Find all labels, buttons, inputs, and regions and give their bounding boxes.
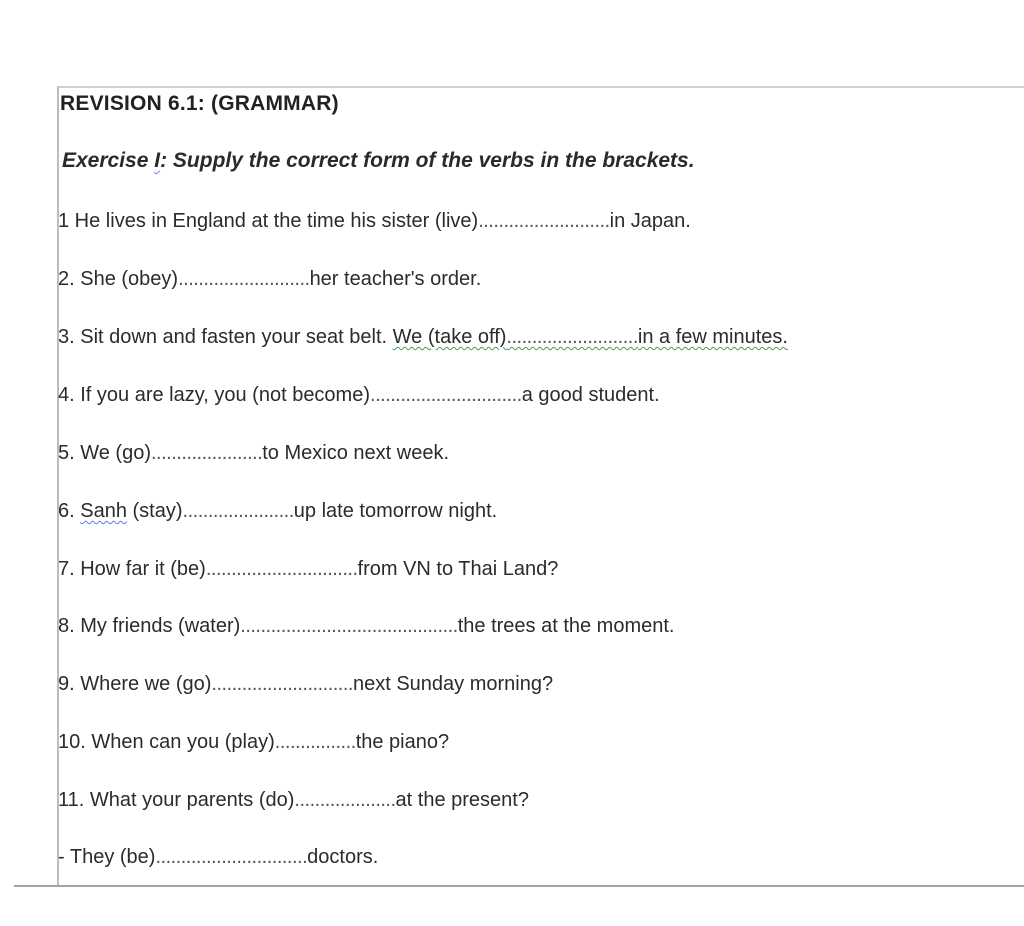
question-text: 4. If you are lazy, you (not become)	[58, 384, 371, 406]
answer-blank: ..............................	[205, 558, 358, 580]
exercise-label: Exercise	[62, 149, 155, 172]
question-7	[58, 558, 558, 581]
question-ending: from VN to Thai Land?	[357, 558, 559, 580]
question-ending: at the present?	[395, 789, 529, 811]
question-2	[58, 268, 481, 291]
question-ending: next Sunday morning?	[352, 673, 554, 695]
question-4	[58, 384, 660, 407]
answer-blank: ..........................	[478, 210, 610, 232]
question-3	[58, 326, 788, 349]
question-text: 9. Where we (go)	[58, 673, 212, 695]
question-5	[58, 442, 449, 465]
question-text: 1 He lives in England at the time his sister (live)	[58, 210, 479, 232]
question-10	[58, 731, 449, 754]
question-text: 7. How far it (be)	[58, 558, 206, 580]
question-text: 11. What your parents (do)	[58, 789, 295, 811]
exercise-colon: :	[160, 149, 168, 172]
answer-blank: ....................	[294, 789, 396, 811]
worksheet-title: REVISION 6.1: (GRAMMAR)	[60, 92, 339, 115]
answer-blank: ..............................	[155, 846, 308, 868]
question-ending: up late tomorrow night.	[293, 500, 498, 522]
question-text-marked: We (take off)	[392, 326, 507, 348]
question-text: 3. Sit down and fasten your seat belt.	[58, 326, 393, 348]
exercise-instruction	[62, 149, 695, 173]
answer-blank: ...........................................	[240, 615, 458, 637]
answer-line-response	[58, 846, 378, 869]
question-text: (stay)	[126, 500, 183, 522]
answer-blank: ..............................	[370, 384, 522, 406]
left-border-line	[57, 86, 59, 886]
question-ending: doctors.	[307, 846, 379, 868]
question-ending: in Japan.	[609, 210, 691, 232]
question-name-marked: Sanh	[80, 500, 127, 522]
answer-blank: ............................	[211, 673, 353, 695]
question-ending: to Mexico next week.	[262, 442, 449, 464]
bottom-border-line	[14, 885, 1024, 887]
question-6	[58, 500, 497, 523]
question-8	[58, 615, 674, 638]
top-border-line	[57, 86, 1024, 88]
question-text: 5. We (go)	[58, 442, 151, 464]
question-ending: the piano?	[355, 731, 450, 753]
question-1	[58, 210, 691, 233]
question-ending: the trees at the moment.	[457, 615, 675, 637]
exercise-roman-numeral: I	[154, 149, 161, 172]
question-text: 10. When can you (play)	[58, 731, 275, 753]
question-text: 2. She (obey)	[58, 268, 179, 290]
question-text: - They (be)	[58, 846, 156, 868]
question-9	[58, 673, 553, 696]
answer-blank: ..........................	[178, 268, 310, 290]
question-text: 8. My friends (water)	[58, 615, 241, 637]
question-ending: in a few minutes.	[637, 326, 788, 348]
exercise-text: Supply the correct form of the verbs in the brackets.	[167, 149, 695, 172]
answer-blank: ................	[274, 731, 356, 753]
question-ending: a good student.	[521, 384, 660, 406]
question-11	[58, 789, 529, 812]
answer-blank: ..........................	[506, 326, 638, 348]
answer-blank: ......................	[151, 442, 263, 464]
answer-blank: ......................	[182, 500, 294, 522]
question-ending: her teacher's order.	[309, 268, 482, 290]
question-number: 6.	[58, 500, 81, 522]
